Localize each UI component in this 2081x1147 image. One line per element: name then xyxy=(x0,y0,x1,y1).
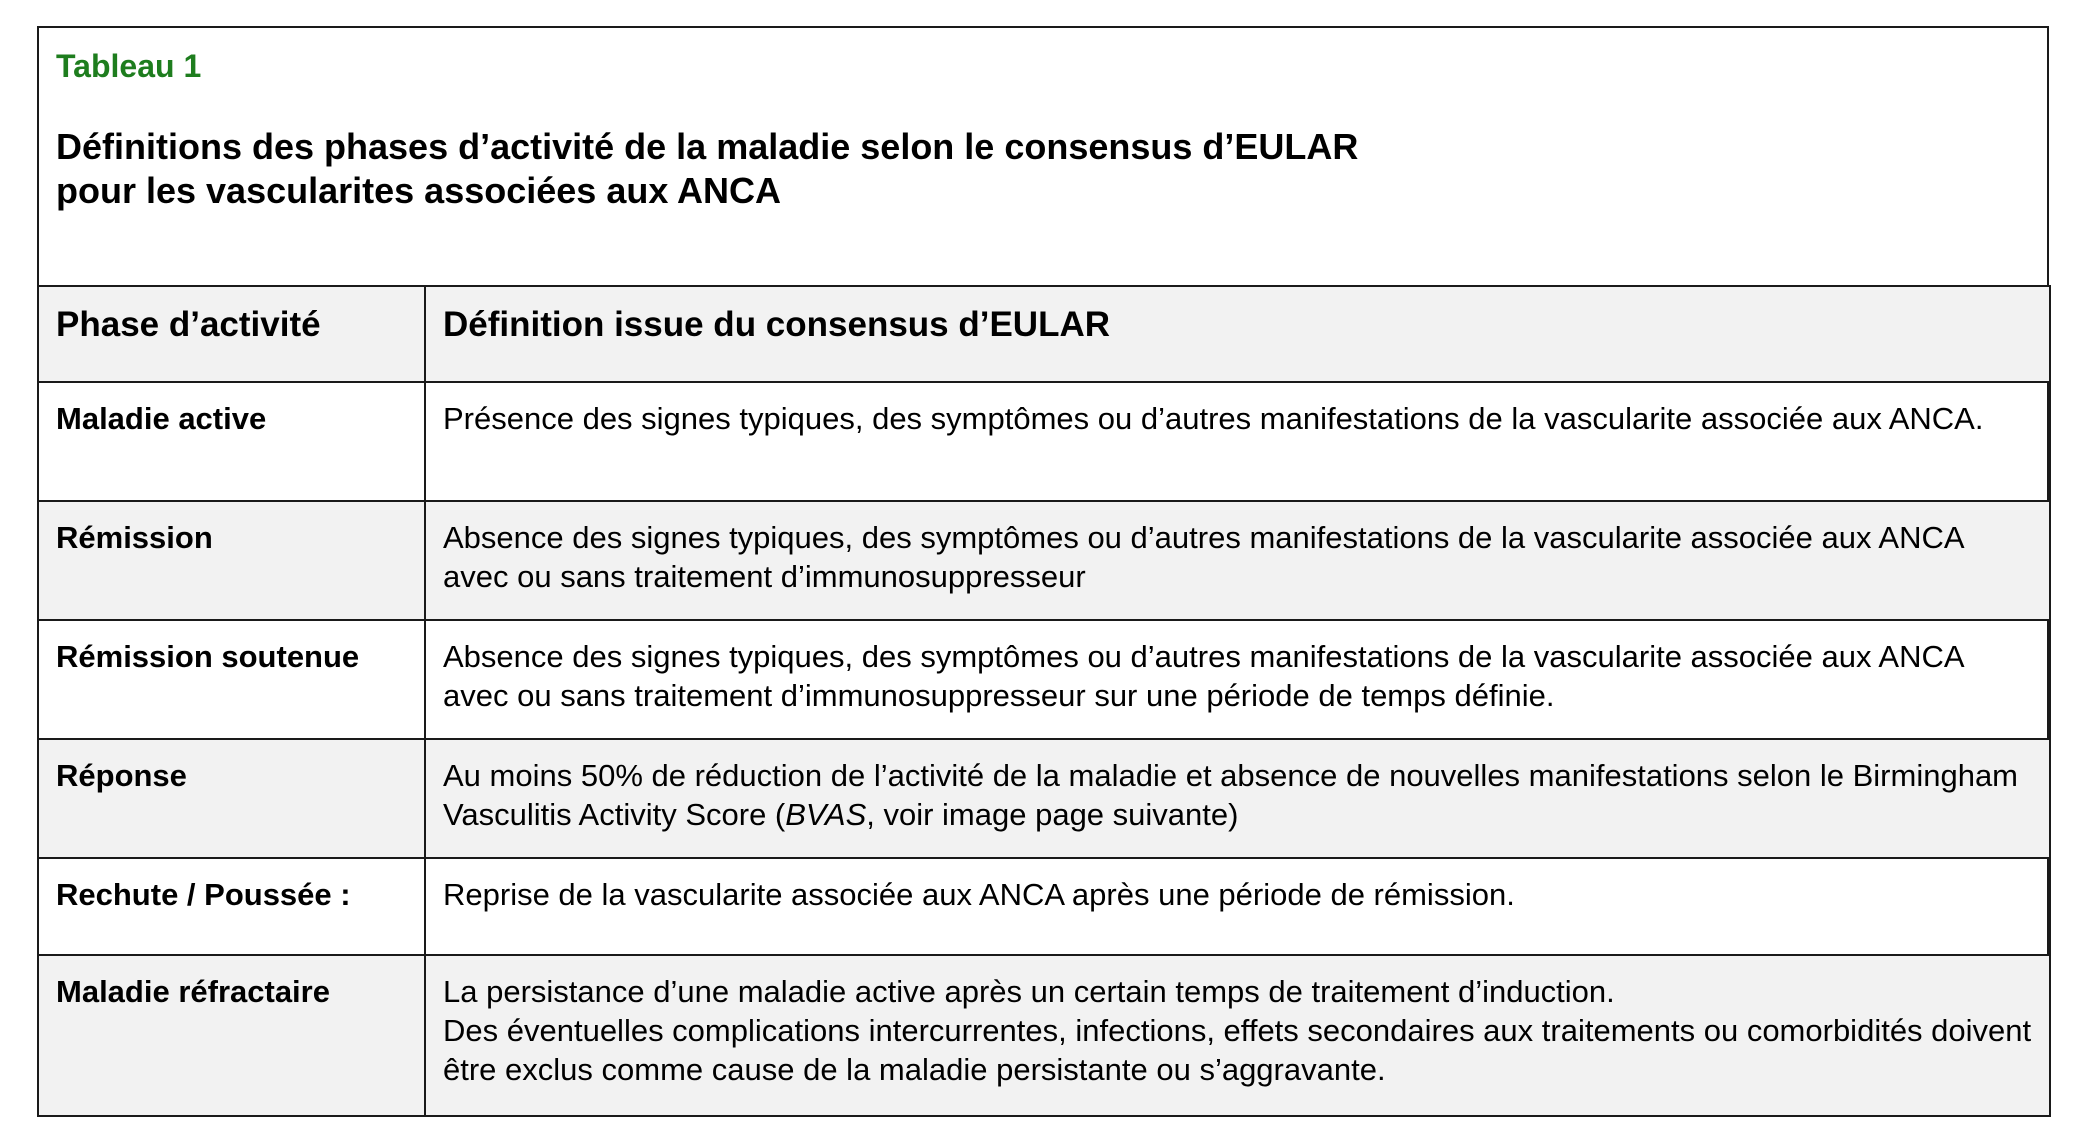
definition-line-2: Des éventuelles complications intercurrentes, infections, effets secondaires aux traitements ou comorbidités doivent être exclus comme cause de la maladie persistante ou s’aggravante. xyxy=(443,1013,2032,1087)
column-header-definition: Définition issue du consensus d’EULAR xyxy=(425,286,2050,382)
phase-cell: Maladie active xyxy=(38,382,425,501)
phase-cell: Rechute / Poussée : xyxy=(38,858,425,955)
definition-cell: Reprise de la vascularite associée aux ANCA après une période de rémission. xyxy=(425,858,2050,955)
table-row xyxy=(38,501,2050,620)
definition-cell: Présence des signes typiques, des symptômes ou d’autres manifestations de la vascularite associée aux ANCA. xyxy=(425,382,2050,501)
table-number-label: Tableau 1 xyxy=(56,48,202,84)
phase-cell: Réponse xyxy=(38,739,425,858)
table-header-row xyxy=(38,286,2050,382)
table-title-line-1: Définitions des phases d’activité de la maladie selon le consensus d’EULAR xyxy=(56,126,1359,167)
table-row xyxy=(38,382,2050,501)
phase-cell: Maladie réfractaire xyxy=(38,955,425,1116)
definition-cell xyxy=(425,739,2050,858)
bvas-abbreviation: BVAS xyxy=(785,797,867,832)
definition-cell: Absence des signes typiques, des symptômes ou d’autres manifestations de la vascularite associée aux ANCA avec ou sans traitement d’immunosuppresseur sur une période de temps définie. xyxy=(425,620,2050,739)
table-title-line-2: pour les vascularites associées aux ANCA xyxy=(56,170,782,211)
definition-text: , voir image page suivante) xyxy=(866,797,1239,832)
definition-line-1: La persistance d’une maladie active après un certain temps de traitement d’induction. xyxy=(443,974,1615,1009)
definition-text: Au moins 50% de réduction de l’activité de la maladie et absence de nouvelles manifestations selon le Birmingham Vasculitis Activity Score ( xyxy=(443,758,2019,832)
table-frame xyxy=(37,26,2049,1110)
column-header-phase: Phase d’activité xyxy=(38,286,425,382)
definition-cell xyxy=(425,955,2050,1116)
phase-cell: Rémission soutenue xyxy=(38,620,425,739)
table-header xyxy=(39,28,2047,285)
table-title xyxy=(56,125,2047,213)
definition-cell: Absence des signes typiques, des symptômes ou d’autres manifestations de la vascularite associée aux ANCA avec ou sans traitement d’immunosuppresseur xyxy=(425,501,2050,620)
table-row xyxy=(38,955,2050,1116)
table-row xyxy=(38,620,2050,739)
table-row xyxy=(38,858,2050,955)
table-row xyxy=(38,739,2050,858)
definitions-table xyxy=(37,285,2051,1117)
phase-cell: Rémission xyxy=(38,501,425,620)
